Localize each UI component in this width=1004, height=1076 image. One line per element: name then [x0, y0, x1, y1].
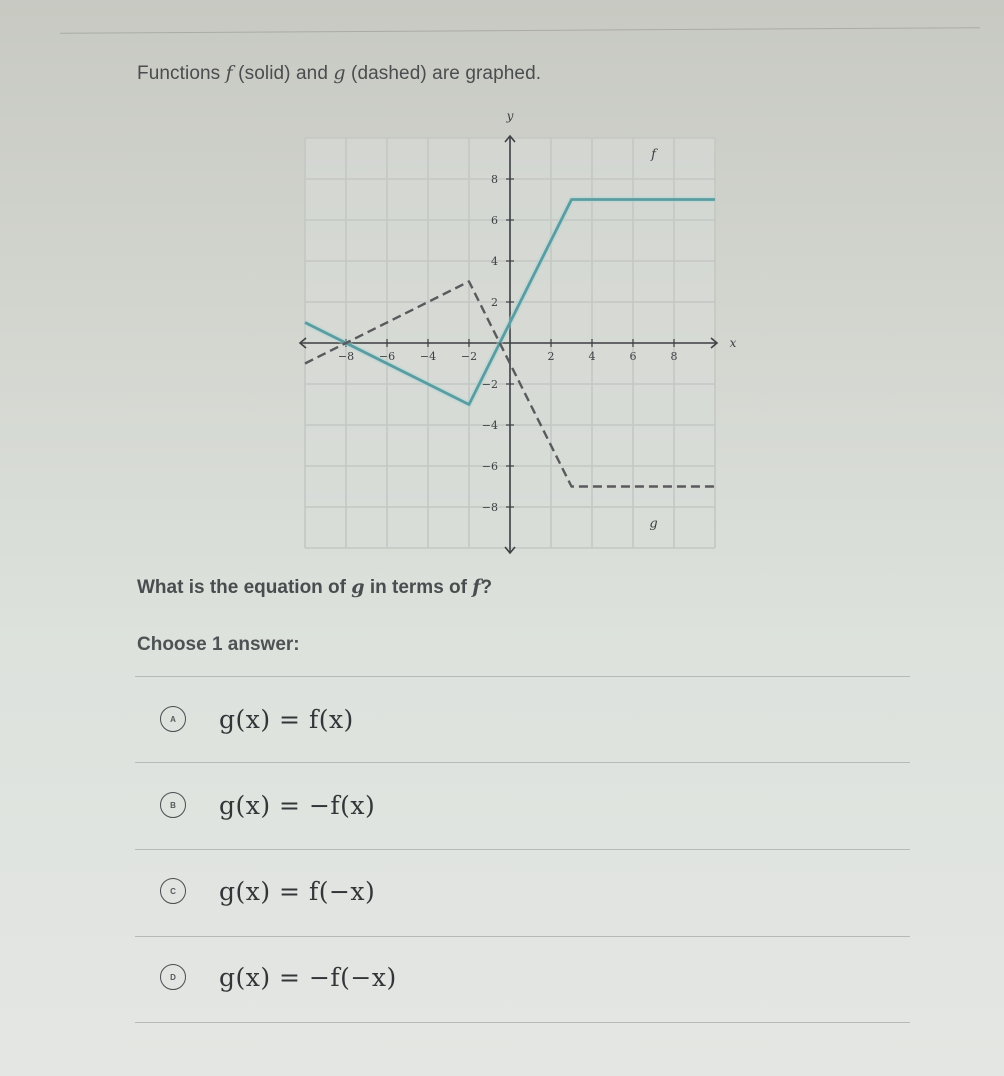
g-curve-label: g [649, 516, 658, 532]
choice-a[interactable] [160, 694, 354, 744]
prompt-text: Functions [137, 63, 226, 84]
x-axis-label: x [729, 336, 737, 350]
g-symbol: g [351, 576, 365, 598]
question-part: ? [480, 577, 493, 598]
choice-divider [135, 849, 910, 850]
function-graph [280, 100, 760, 560]
choice-b[interactable] [160, 780, 375, 830]
choose-label: Choose 1 answer: [137, 634, 300, 655]
f-curve-label: f [651, 147, 656, 163]
y-axis-label: y [506, 109, 514, 123]
choice-divider [135, 1022, 910, 1023]
top-divider [60, 27, 980, 34]
graph-canvas [280, 100, 760, 560]
y-tick-label: −2 [481, 378, 498, 391]
y-tick-label: 4 [491, 255, 498, 268]
question-part: in terms of [364, 577, 473, 598]
y-tick-label: −8 [481, 501, 498, 514]
question-part: What is the equation of [137, 577, 352, 598]
x-tick-label: 8 [670, 350, 678, 363]
choice-equation: g(x) = −f(−x) [219, 962, 397, 992]
y-tick-label: −4 [481, 419, 498, 432]
choice-divider [135, 762, 910, 763]
y-tick-label: 2 [491, 296, 498, 309]
f-symbol: f [225, 62, 233, 84]
choice-d[interactable] [160, 952, 397, 1002]
x-tick-label: −8 [337, 350, 355, 363]
radio-d[interactable]: D [160, 964, 186, 990]
x-tick-label: −2 [460, 350, 478, 363]
prompt-text: (solid) and [232, 63, 334, 84]
choice-equation: g(x) = −f(x) [219, 790, 376, 820]
radio-b[interactable]: B [160, 792, 186, 818]
f-symbol: f [472, 576, 481, 598]
y-tick-label: 6 [491, 214, 498, 227]
y-tick-label: 8 [491, 173, 498, 186]
problem-statement [137, 62, 541, 85]
y-tick-label: −6 [481, 460, 498, 473]
radio-a[interactable]: A [160, 706, 186, 732]
x-tick-label: −6 [378, 350, 396, 363]
prompt-text: (dashed) are graphed. [345, 63, 542, 84]
x-tick-label: 4 [588, 350, 596, 363]
g-symbol: g [333, 62, 346, 84]
choice-divider [135, 676, 910, 677]
x-tick-label: 6 [629, 350, 637, 363]
x-tick-label: −4 [419, 350, 437, 363]
choice-equation: g(x) = f(x) [219, 704, 354, 734]
choice-divider [135, 936, 910, 937]
radio-c[interactable]: C [160, 878, 186, 904]
question-text [137, 576, 492, 599]
x-tick-label: 2 [547, 350, 555, 363]
choice-c[interactable] [160, 866, 375, 916]
choice-equation: g(x) = f(−x) [219, 876, 376, 906]
